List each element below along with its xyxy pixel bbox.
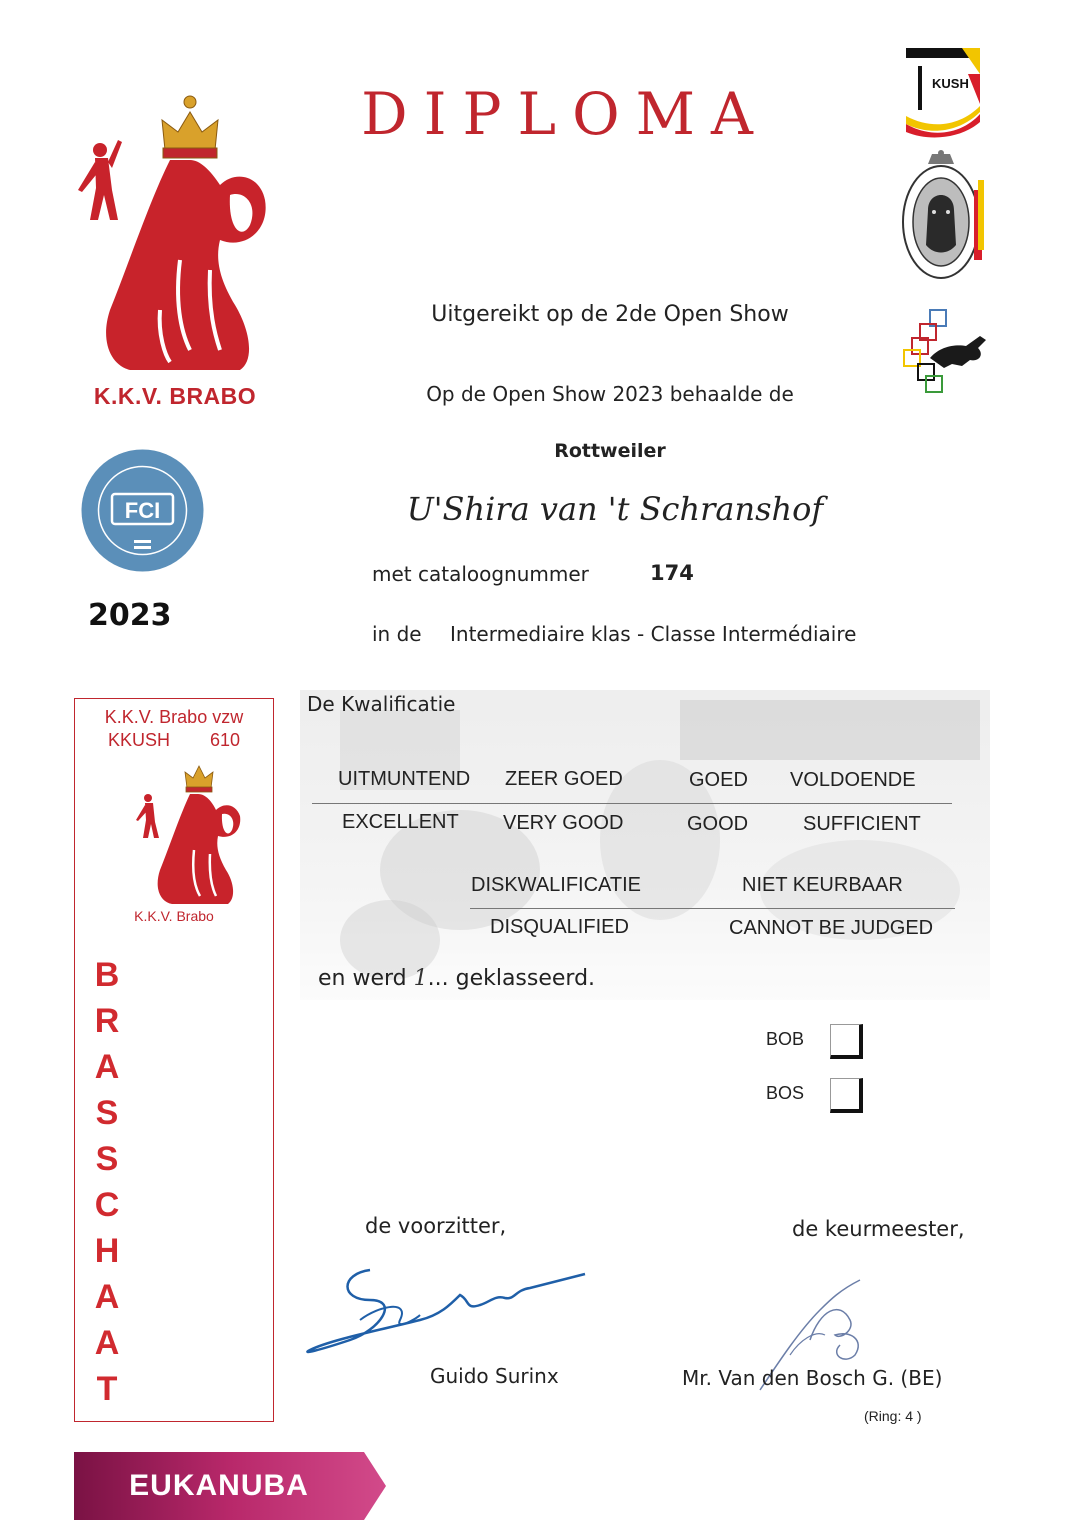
fci-text: FCI [124, 498, 161, 523]
city-vertical [74, 952, 140, 1412]
srsh-kmsh-logo [898, 150, 984, 282]
year: 2023 [88, 598, 172, 633]
city-letter: T [96, 1370, 118, 1408]
bos-label: BOS [766, 1083, 805, 1103]
qual-excellent-en: EXCELLENT [342, 811, 459, 833]
kkush-logo [902, 44, 984, 138]
judge-name: Mr. Van den Bosch G. (BE) [682, 1366, 943, 1390]
city-letter: S [95, 1094, 119, 1132]
qual-good-nl: GOED [689, 769, 748, 791]
city-letter: A [94, 1048, 120, 1086]
background-photo [300, 690, 990, 1000]
class-value: Intermediaire klas - Classe Intermédiaire [450, 622, 857, 646]
qualification-title: De Kwalificatie [307, 692, 456, 716]
ranking-line [318, 966, 595, 991]
kkv-brabo-small-logo [132, 760, 242, 910]
club-name: K.K.V. BRABO [93, 383, 257, 409]
catalog-label: met cataloognummer [372, 562, 589, 586]
ranking-prefix: en werd [318, 966, 414, 991]
kkv-brabo-logo [70, 80, 270, 380]
qual-very-good-en: VERY GOOD [503, 812, 624, 834]
qual-excellent-nl: UITMUNTEND [338, 768, 471, 790]
qual-sufficient-en: SUFFICIENT [803, 813, 921, 835]
kkush-text: KUSH [932, 76, 969, 91]
page-title: DIPLOMA [361, 80, 769, 148]
chairman-signature [300, 1260, 600, 1370]
reached-line: Op de Open Show 2023 behaalde de [426, 382, 794, 406]
qual-disqualification-nl: DISKWALIFICATIE [471, 874, 642, 896]
chairman-name: Guido Surinx [430, 1364, 559, 1388]
chairman-label: de voorzitter, [365, 1214, 507, 1238]
divider [312, 803, 952, 804]
fci-logo [80, 448, 205, 573]
ranking-value: 1 [413, 966, 428, 991]
side-org-line1: K.K.V. Brabo vzw [104, 707, 244, 727]
city-letter: A [94, 1324, 120, 1362]
qual-not-judgeable-nl: NIET KEURBAAR [742, 874, 903, 896]
catalog-number: 174 [650, 561, 694, 585]
issued-line: Uitgereikt op de 2de Open Show [431, 302, 789, 327]
divider [470, 908, 955, 909]
class-prefix: in de [372, 622, 422, 646]
qual-cannot-be-judged-en: CANNOT BE JUDGED [729, 917, 934, 939]
bob-label: BOB [766, 1029, 805, 1049]
dog-name: U'Shira van 't Schranshof [406, 490, 824, 528]
side-org [74, 706, 274, 752]
judge-label: de keurmeester, [792, 1217, 965, 1241]
city-letter: C [94, 1186, 120, 1224]
ranking-suffix: geklasseerd. [448, 966, 596, 991]
city-letter: A [94, 1278, 120, 1316]
side-org-number: 610 [209, 730, 241, 750]
sponsor-name: EUKANUBA [129, 1469, 309, 1502]
qual-good-en: GOOD [687, 813, 749, 835]
city-letter: R [94, 1002, 120, 1040]
vga-logo [900, 306, 992, 396]
bos-checkbox[interactable] [830, 1078, 863, 1113]
bob-checkbox[interactable] [830, 1024, 863, 1059]
side-org-kkush: KKUSH [107, 730, 170, 750]
qual-sufficient-nl: VOLDOENDE [790, 769, 916, 791]
city-letter: S [95, 1140, 119, 1178]
ranking-dots: ... [427, 966, 449, 991]
qual-very-good-nl: ZEER GOED [505, 768, 623, 790]
breed: Rottweiler [554, 440, 666, 462]
city-letter: H [94, 1232, 120, 1270]
qual-disqualified-en: DISQUALIFIED [490, 916, 629, 938]
city-letter: B [94, 956, 120, 994]
side-logo-caption: K.K.V. Brabo [134, 908, 214, 924]
ring-number: (Ring: 4 ) [864, 1408, 922, 1424]
